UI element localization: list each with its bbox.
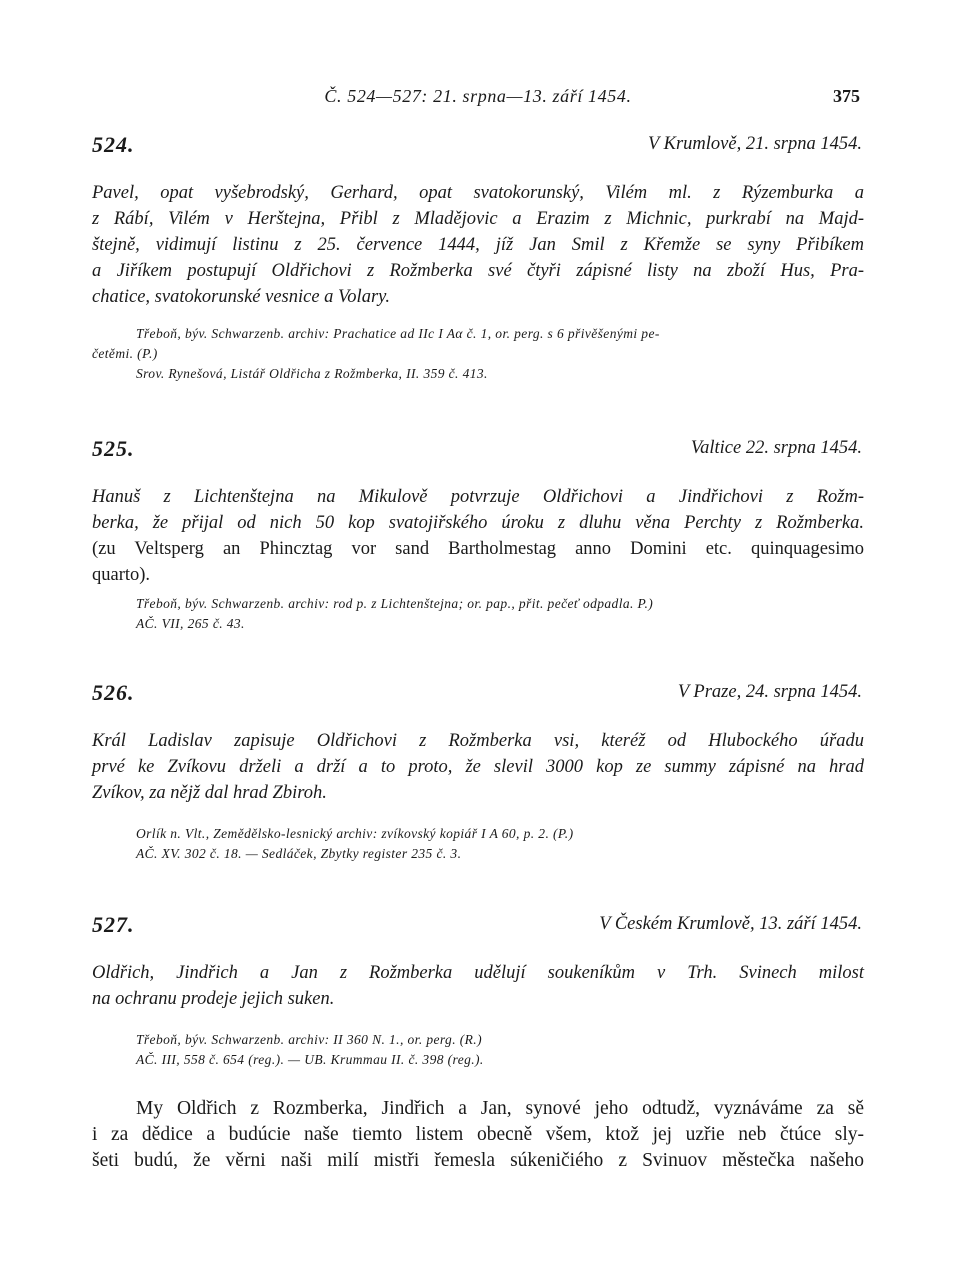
entry-date: V Českém Krumlově, 13. září 1454. (599, 914, 862, 934)
entry-525-source (136, 594, 864, 634)
running-head (92, 86, 864, 112)
entry-524-regest (92, 180, 864, 310)
entry-number: 524. (92, 132, 135, 157)
page-content (92, 0, 864, 1264)
running-title: Č. 524—527: 21. srpna—13. září 1454. (324, 86, 632, 106)
source-line: AČ. III, 558 č. 654 (reg.). — UB. Krummau II. č. 398 (reg.). (136, 1052, 484, 1067)
entry-524-heading (92, 132, 864, 162)
regest-line: prvé ke Zvíkovu drželi a drží a to proto, že slevil 3000 kop ze summy zápisné na hrad (92, 757, 864, 777)
regest-line: Zvíkov, za nějž dal hrad Zbiroh. (92, 783, 327, 803)
entry-527-document-text (92, 1096, 864, 1174)
source-line: Třeboň, býv. Schwarzenb. archiv: Prachatice ad IIc I Aα č. 1, or. perg. s 6 přivěšenými pe- (136, 326, 660, 341)
source-line: AČ. XV. 302 č. 18. — Sedláček, Zbytky register 235 č. 3. (136, 846, 462, 861)
entry-526-regest (92, 728, 864, 806)
entry-524-source (92, 324, 864, 384)
regest-line: štejně, vidimují listinu z 25. července 1444, jíž Jan Smil z Křemže se syny Přibíkem (92, 235, 864, 255)
source-line: Třeboň, býv. Schwarzenb. archiv: rod p. z Lichtenštejna; or. pap., přit. pečeť odpadla. P.) (136, 596, 654, 611)
regest-line: Pavel, opat vyšebrodský, Gerhard, opat svatokorunský, Vilém ml. z Rýzemburka a (92, 183, 864, 203)
document-text-line: My Oldřich z Rozmberka, Jindřich a Jan, synové jeho odtudž, vyznáváme za sě (136, 1098, 864, 1119)
page-number: 375 (833, 86, 860, 106)
entry-525-heading (92, 436, 864, 466)
german-quote-line: quarto). (92, 565, 151, 585)
entry-number: 527. (92, 912, 135, 937)
regest-line: Král Ladislav zapisuje Oldřichovi z Rožmberka vsi, kteréž od Hlubockého úřadu (92, 731, 864, 751)
source-line: četěmi. (P.) (92, 346, 158, 361)
german-quote-line: (zu Veltsperg an Phincztag vor sand Bartholmestag anno Domini etc. quinquagesimo (92, 539, 864, 559)
regest-line: Oldřich, Jindřich a Jan z Rožmberka udělují soukeníkům v Trh. Svinech milost (92, 963, 864, 983)
entry-526-heading (92, 680, 864, 710)
entry-number: 525. (92, 436, 135, 461)
entry-date: V Krumlově, 21. srpna 1454. (648, 134, 862, 154)
document-text-line: i za dědice a budúcie naše tiemto listem obecně všem, ktož jej uzřie neb čtúce sly- (92, 1124, 864, 1145)
entry-number: 526. (92, 680, 135, 705)
regest-line: chatice, svatokorunské vesnice a Volary. (92, 287, 390, 307)
source-line: AČ. VII, 265 č. 43. (136, 616, 245, 631)
source-line: Třeboň, býv. Schwarzenb. archiv: II 360 N. 1., or. perg. (R.) (136, 1032, 482, 1047)
entry-525-regest (92, 484, 864, 588)
regest-line: berka, že přijal od nich 50 kop svatojiřského úroku z dluhu věna Perchty z Rožmberka. (92, 513, 864, 533)
regest-line: a Jiříkem postupují Oldřichovi z Rožmberka své čtyři zápisné listy na zboží Hus, Pra- (92, 261, 864, 281)
regest-line: Hanuš z Lichtenštejna na Mikulově potvrzuje Oldřichovi a Jindřichovi z Rožm- (92, 487, 864, 507)
entry-date: Valtice 22. srpna 1454. (690, 438, 862, 458)
source-line: Orlík n. Vlt., Zemědělsko-lesnický archiv: zvíkovský kopiář I A 60, p. 2. (P.) (136, 826, 574, 841)
source-line: Srov. Rynešová, Listář Oldřicha z Rožmberka, II. 359 č. 413. (136, 366, 488, 381)
entry-date: V Praze, 24. srpna 1454. (677, 682, 862, 702)
regest-line: na ochranu prodeje jejich suken. (92, 989, 335, 1009)
regest-line: z Rábí, Vilém v Herštejna, Přibl z Mladějovic a Erazim z Michnic, purkrabí na Majd- (92, 209, 864, 229)
entry-527-regest (92, 960, 864, 1012)
entry-527-heading (92, 912, 864, 942)
entry-526-source (136, 824, 864, 864)
document-text-line: šeti budú, že věrni naši milí mistři řemesla súkeničiého z Svinuov městečka našeho (92, 1150, 864, 1171)
entry-527-source (136, 1030, 864, 1070)
